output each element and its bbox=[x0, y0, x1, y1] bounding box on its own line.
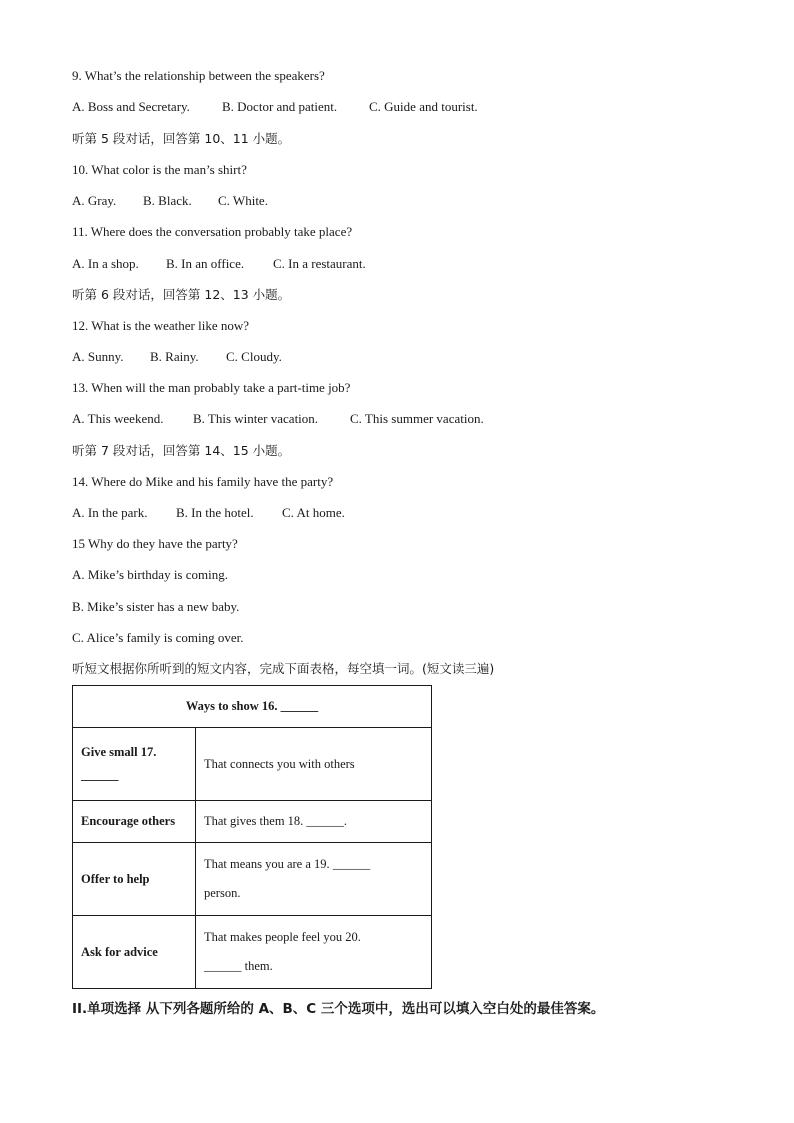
option-9b: B. Doctor and patient. bbox=[222, 99, 338, 114]
section-instruction-7: 听第 7 段对话，回答第 14、15 小题。 bbox=[72, 443, 291, 458]
option-10b: B. Black. bbox=[143, 193, 192, 208]
option-11c: C. In a restaurant. bbox=[273, 256, 366, 271]
row-1-left-line-2: ______ bbox=[81, 768, 119, 782]
option-13c: C. This summer vacation. bbox=[350, 411, 484, 426]
option-10c: C. White. bbox=[218, 193, 268, 208]
table-row-4-left: Ask for advice bbox=[73, 916, 196, 989]
row-1-left-line-1: Give small 17. bbox=[81, 745, 157, 759]
question-9: 9. What’s the relationship between the speakers? bbox=[72, 68, 325, 83]
question-10: 10. What color is the man’s shirt? bbox=[72, 162, 247, 177]
option-12b: B. Rainy. bbox=[150, 349, 199, 364]
table-instruction: 听短文根据你所听到的短文内容，完成下面表格，每空填一词。(短文读三遍) bbox=[72, 661, 495, 676]
question-13: 13. When will the man probably take a part-time job? bbox=[72, 380, 351, 395]
table-row-1-left bbox=[73, 728, 196, 801]
option-14a: A. In the park. bbox=[72, 505, 148, 520]
option-15b: B. Mike’s sister has a new baby. bbox=[72, 599, 240, 614]
section-instruction-6: 听第 6 段对话，回答第 12、13 小题。 bbox=[72, 287, 291, 302]
option-15a: A. Mike’s birthday is coming. bbox=[72, 567, 228, 582]
option-13b: B. This winter vacation. bbox=[193, 411, 319, 426]
option-13a: A. This weekend. bbox=[72, 411, 164, 426]
table-header: Ways to show 16. ______ bbox=[73, 686, 432, 728]
option-15c: C. Alice’s family is coming over. bbox=[72, 630, 244, 645]
row-3-right-line-2: person. bbox=[204, 886, 241, 900]
table-row-4-right bbox=[196, 916, 432, 989]
table-row-1-right: That connects you with others bbox=[196, 728, 432, 801]
row-4-right-line-2: ______ them. bbox=[204, 959, 273, 973]
option-12a: A. Sunny. bbox=[72, 349, 124, 364]
section-heading: II.单项选择 从下列各题所给的 A、B、C 三个选项中，选出可以填入空白处的最佳答案。 bbox=[72, 1001, 605, 1017]
option-14c: C. At home. bbox=[282, 505, 345, 520]
question-15: 15 Why do they have the party? bbox=[72, 536, 238, 551]
option-14b: B. In the hotel. bbox=[176, 505, 254, 520]
option-10a: A. Gray. bbox=[72, 193, 117, 208]
fill-in-table bbox=[72, 685, 432, 989]
option-11a: A. In a shop. bbox=[72, 256, 139, 271]
option-12c: C. Cloudy. bbox=[226, 349, 282, 364]
table-row-2-right: That gives them 18. ______. bbox=[196, 801, 432, 843]
table-row-3-right bbox=[196, 843, 432, 916]
question-14: 14. Where do Mike and his family have the party? bbox=[72, 474, 334, 489]
section-instruction-5: 听第 5 段对话，回答第 10、11 小题。 bbox=[72, 131, 291, 146]
row-3-right-line-1: That means you are a 19. ______ bbox=[204, 857, 371, 871]
option-9a: A. Boss and Secretary. bbox=[72, 99, 190, 114]
table-row-2-left: Encourage others bbox=[73, 801, 196, 843]
question-12: 12. What is the weather like now? bbox=[72, 318, 250, 333]
row-4-right-line-1: That makes people feel you 20. bbox=[204, 930, 361, 944]
option-9c: C. Guide and tourist. bbox=[369, 99, 478, 114]
question-11: 11. Where does the conversation probably take place? bbox=[72, 224, 353, 239]
table-row-3-left: Offer to help bbox=[73, 843, 196, 916]
option-11b: B. In an office. bbox=[166, 256, 245, 271]
